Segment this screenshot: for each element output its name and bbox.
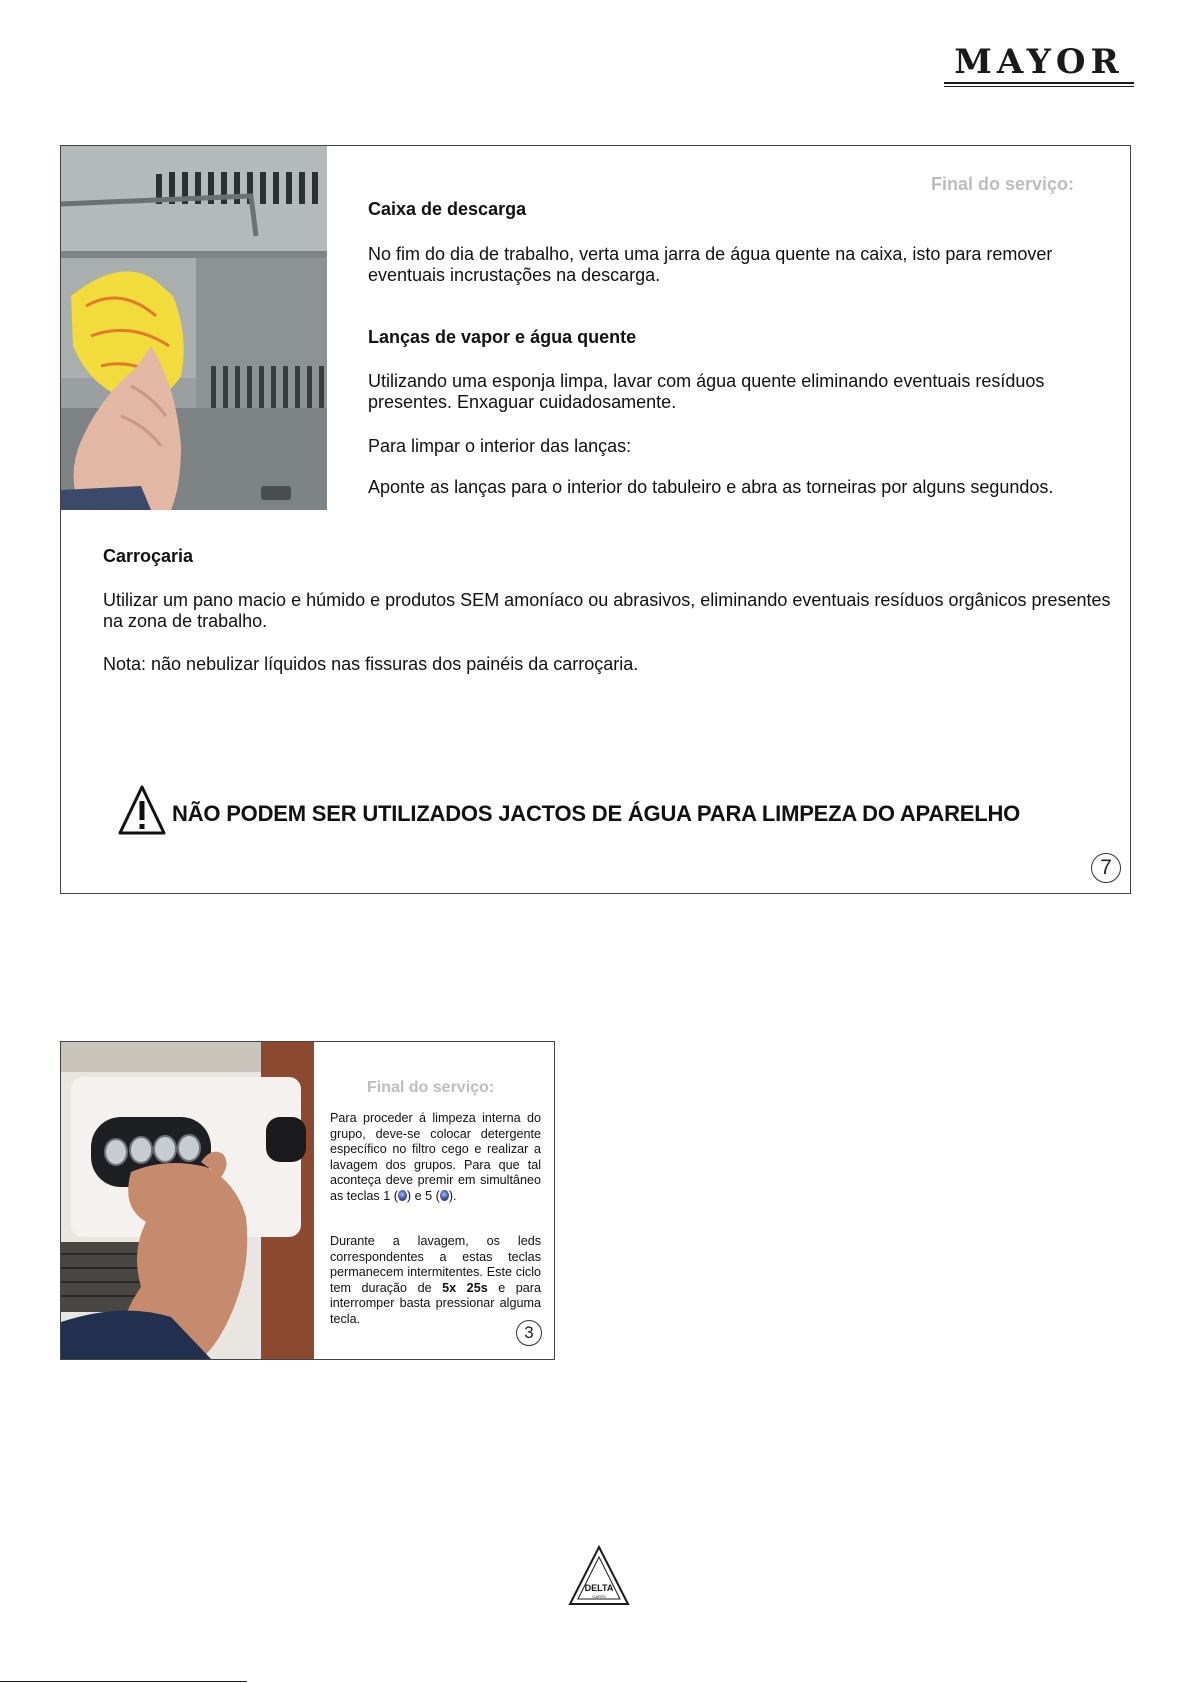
service-heading: Final do serviço: [931, 174, 1075, 194]
wash-cycle-end: e para interromper basta pressionar alguma tecla. [330, 1280, 541, 1326]
page-number: 7 [1091, 853, 1121, 883]
warning-triangle-icon [118, 784, 166, 836]
service-heading: Final do serviço: [367, 1079, 495, 1096]
carrocaria-title: Carroçaria [103, 546, 194, 566]
delta-cafes-logo [568, 1545, 630, 1607]
hand-pressing-keypad-photo [61, 1042, 314, 1359]
delta-logo-sub: CAFÉS [592, 1594, 606, 1599]
group-cleaning-instructions [330, 1111, 541, 1205]
caixa-title: Caixa de descarga [368, 199, 527, 219]
footnote-rule [0, 1681, 247, 1682]
delta-logo-name: DELTA [584, 1583, 614, 1593]
wash-cycle-text [330, 1234, 541, 1328]
caixa-text: No fim do dia de trabalho, verta uma jarra de água quente na caixa, isto para remover eventuais incrustações na descarga. [368, 244, 1053, 285]
logo-underline [944, 82, 1134, 84]
key-5-icon [440, 1190, 449, 1201]
page-number: 3 [516, 1320, 542, 1346]
carrocaria-note: Nota: não nebulizar líquidos nas fissuras dos painéis da carroçaria. [103, 654, 639, 674]
logo-underline-thin [944, 86, 1134, 87]
instructions-end: ). [448, 1188, 457, 1203]
warning-text: NÃO PODEM SER UTILIZADOS JACTOS DE ÁGUA PARA LIMPEZA DO APARELHO [172, 801, 1021, 826]
wash-cycle-duration: 5x 25s [442, 1280, 488, 1295]
lancas-text-1: Utilizando uma esponja limpa, lavar com água quente eliminando eventuais resíduos presentes. Enxaguar cuidadosamente. [368, 371, 1045, 412]
brand-name: MAYOR [954, 42, 1124, 82]
carrocaria-text: Utilizar um pano macio e húmido e produtos SEM amoníaco ou abrasivos, eliminando eventuais resíduos orgânicos presentes na zona de trabalho. [103, 590, 1111, 631]
key-1-icon [398, 1190, 407, 1201]
cleaning-panel-group [60, 1041, 555, 1360]
wash-cycle-intro: Durante a lavagem, os leds correspondentes a estas teclas permanecem intermitentes. Este ciclo tem duração de [330, 1234, 541, 1295]
cleaning-panel-main [60, 145, 1131, 894]
lancas-text-3: Aponte as lanças para o interior do tabuleiro e abra as torneiras por alguns segundos. [368, 477, 1054, 497]
brand-logo [944, 40, 1134, 88]
cloth-wiping-machine-photo [61, 146, 327, 510]
instructions-middle: ) e 5 ( [406, 1188, 440, 1203]
lancas-text-2: Para limpar o interior das lanças: [368, 436, 632, 456]
lancas-title: Lanças de vapor e água quente [368, 327, 637, 347]
instructions-intro: Para proceder á limpeza interna do grupo, deve-se colocar detergente específico no filtro cego e realizar a lavagem dos grupos. Para que tal aconteça deve premir em simultâneo as teclas 1 ( [330, 1111, 541, 1203]
